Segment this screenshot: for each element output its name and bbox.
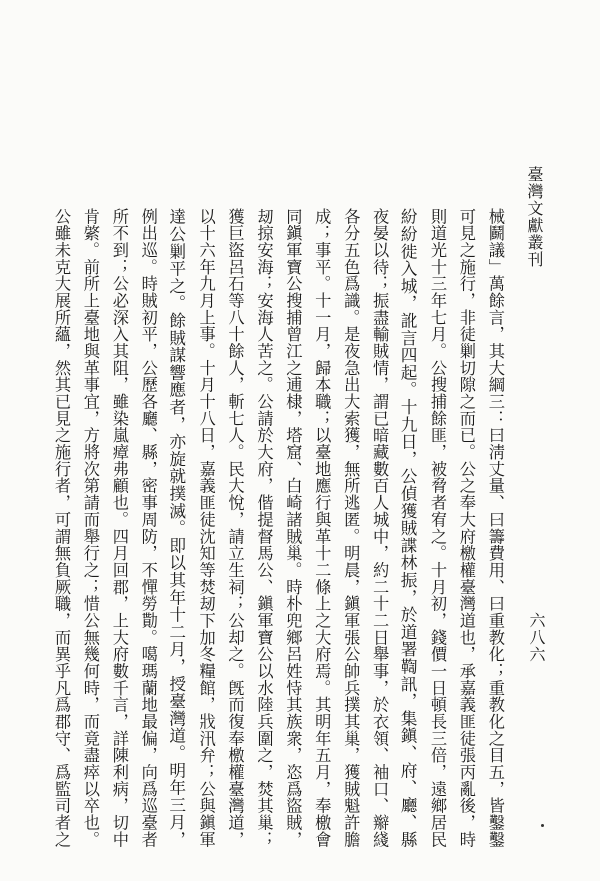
body-text bbox=[48, 208, 508, 848]
text-column-4: 紛紛徙入城，訛言四起。十九日，公偵獲賊諜林振，於道署鞫訊，集鎭、府、廳、縣 bbox=[398, 208, 419, 848]
text-column-12: 達公剿平之。餘賊謀響應者，亦旋就撲滅。即以其年十二月，授臺灣道。明年三月， bbox=[166, 208, 187, 848]
text-column-14: 所不到；公必深入其阻，雖染嵐瘴弗顧也。四月回郡，上大府數千言，詳陳利病，切中 bbox=[109, 208, 129, 848]
text-column-11: 以十六年九月上事。十月十八日，嘉義匪徒沈知等焚刼下加冬糧館，戕汛弁；公與鎭軍 bbox=[196, 208, 216, 848]
page-number: 六八六 bbox=[527, 612, 546, 663]
text-column-6: 各分五色爲識。是夜急出大索獲，無所逃匿。明晨，鎭軍張公帥兵撲其巢，獲賊魁許膽 bbox=[341, 208, 361, 848]
print-speck bbox=[541, 824, 544, 827]
text-column-5: 夜晏以待；振盡輸賊情，謂已暗藏數百人城中，約二十二日舉事，於衣領、袖口、辮綫 bbox=[370, 208, 390, 848]
text-column-3: 則道光十三年七月。公搜捕餘匪，被脅者宥之。十月初，錢價一日頓長三倍，遠鄉居民 bbox=[427, 208, 447, 848]
text-column-2: 可見之施行，非徒剿切隙之而已。公之奉大府檄權臺灣道也，承嘉義匪徒張丙亂後，時 bbox=[456, 208, 476, 848]
text-column-7: 成；事平。十一月，歸本職；以臺地應行與革十二條上之大府焉。其明年五月，奉檄會 bbox=[312, 208, 332, 848]
text-column-10: 獲巨盜呂石等八十餘人，斬七人。民大悅，請立生祠；公却之。旣而復奉檄權臺灣道， bbox=[225, 208, 245, 848]
running-header-title: 臺灣文獻叢刊 bbox=[525, 166, 544, 268]
text-column-15: 肯綮。前所上臺地與革事宜，方將次第請而舉行之；惜公無幾何時，而竟盡瘁以卒也。 bbox=[80, 208, 100, 848]
text-column-9: 刼掠安海；安海人苦之。公請於大府，偕提督馬公、鎭軍寶公以水陸兵圍之，焚其巢； bbox=[254, 208, 274, 848]
text-column-13: 例出巡。時賊初平，公歷各廳、縣，密事周防，不憚勞勩。噶瑪蘭地最偏，向爲巡臺者 bbox=[138, 208, 158, 848]
text-column-1: 械鬬議」萬餘言，其大綱三：曰淸丈量、曰籌費用、曰重教化；重教化之目五，皆鑿鑿 bbox=[485, 208, 505, 848]
text-column-16: 公雖未克大展所蘊，然其已見之施行者，可謂無負厥職，而異乎凡爲郡守、爲監司者之 bbox=[52, 208, 71, 848]
text-column-8: 同鎭軍寶公搜捕曾江之逋棣，塔窟、白崎諸賊巢。時朴兜鄉呂姓恃其族衆，恣爲盜賊， bbox=[283, 208, 303, 848]
